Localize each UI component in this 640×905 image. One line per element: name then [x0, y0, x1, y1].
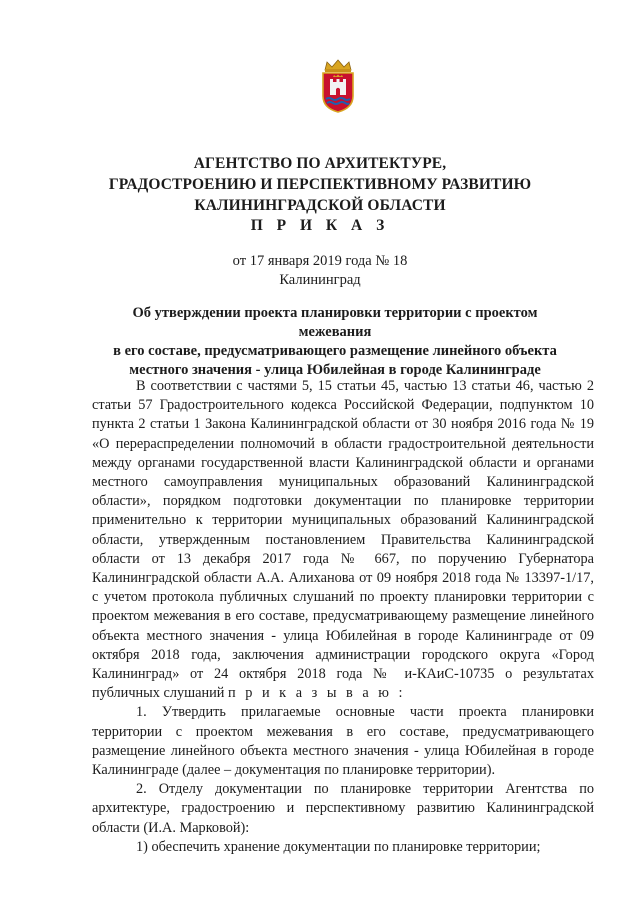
item-2-paragraph: 2. Отделу документации по планировке территории Агентства по архитектуре, градостроению и перспективному развитию Калининградской области (И.А. Марковой):	[92, 781, 594, 836]
decree-word: п р и к а з ы в а ю :	[228, 685, 406, 702]
item-2-1-paragraph: 1) обеспечить хранение документации по планировке территории;	[136, 838, 541, 855]
agency-line-3: КАЛИНИНГРАДСКОЙ ОБЛАСТИ	[194, 197, 446, 214]
agency-line-1: АГЕНТСТВО ПО АРХИТЕКТУРЕ,	[193, 155, 447, 172]
order-body	[92, 377, 594, 857]
order-subject	[100, 304, 570, 380]
agency-line-2: ГРАДОСТРОЕНИЮ И ПЕРСПЕКТИВНОМУ РАЗВИТИЮ	[108, 176, 532, 193]
preamble-text: В соответствии с частями 5, 15 статьи 45, частью 13 статьи 46, частью 2 статьи 57 Градостроительного кодекса Российской Федерации, подпунктом 10 пункта 2 статьи 1 Закона Калининградской области от 30 ноября 2016 года № 19 «О перераспределении полномочий в области градостроительной деятельности между органами государственной власти Калининградской области и органами местного самоуправления муниципальных образований Калининградской области», порядком подготовки документации по планировке территории применительно к территории муниципальных образований Калининградской области, утвержденным постановлением Правительства Калининградской области от 13 декабря 2017 года № 667, по поручению Губернатора Калининградской области А.А. Алиханова от 09 ноября 2018 года № 13397-1/17, с учетом протокола публичных слушаний по проекту планировки территории с проектом межевания в его составе, предусматривающему размещение линейного объекта местного значения - улица Юбилейная в городе Калининграде от 09 октября 2018 года, заключения администрации городского округа «Город Калининград» от 24 октября 2018 года № и-КАиС-10735 о результатах публичных слушаний	[92, 378, 594, 702]
preamble-paragraph	[92, 377, 594, 703]
subject-line-3: местного значения - улица Юбилейная в городе Калининграде	[129, 362, 541, 378]
order-date-block	[0, 252, 640, 290]
kaliningrad-coat-of-arms-icon	[317, 58, 359, 114]
subject-line-1: Об утверждении проекта планировки территории с проектом межевания	[132, 305, 538, 340]
order-title: П Р И К А З	[250, 217, 390, 234]
item-1-paragraph: 1. Утвердить прилагаемые основные части проекта планировки территории с проектом межевания в его составе, предусматривающего размещение линейного объекта местного значения - улица Юбилейная в городе Калининграде (далее – документация по планировке территории).	[92, 704, 594, 779]
order-city: Калининград	[279, 272, 361, 288]
subject-line-2: в его составе, предусматривающего размещение линейного объекта	[113, 343, 557, 359]
order-date: от 17 января 2019 года № 18	[232, 253, 408, 269]
agency-name	[100, 153, 540, 216]
